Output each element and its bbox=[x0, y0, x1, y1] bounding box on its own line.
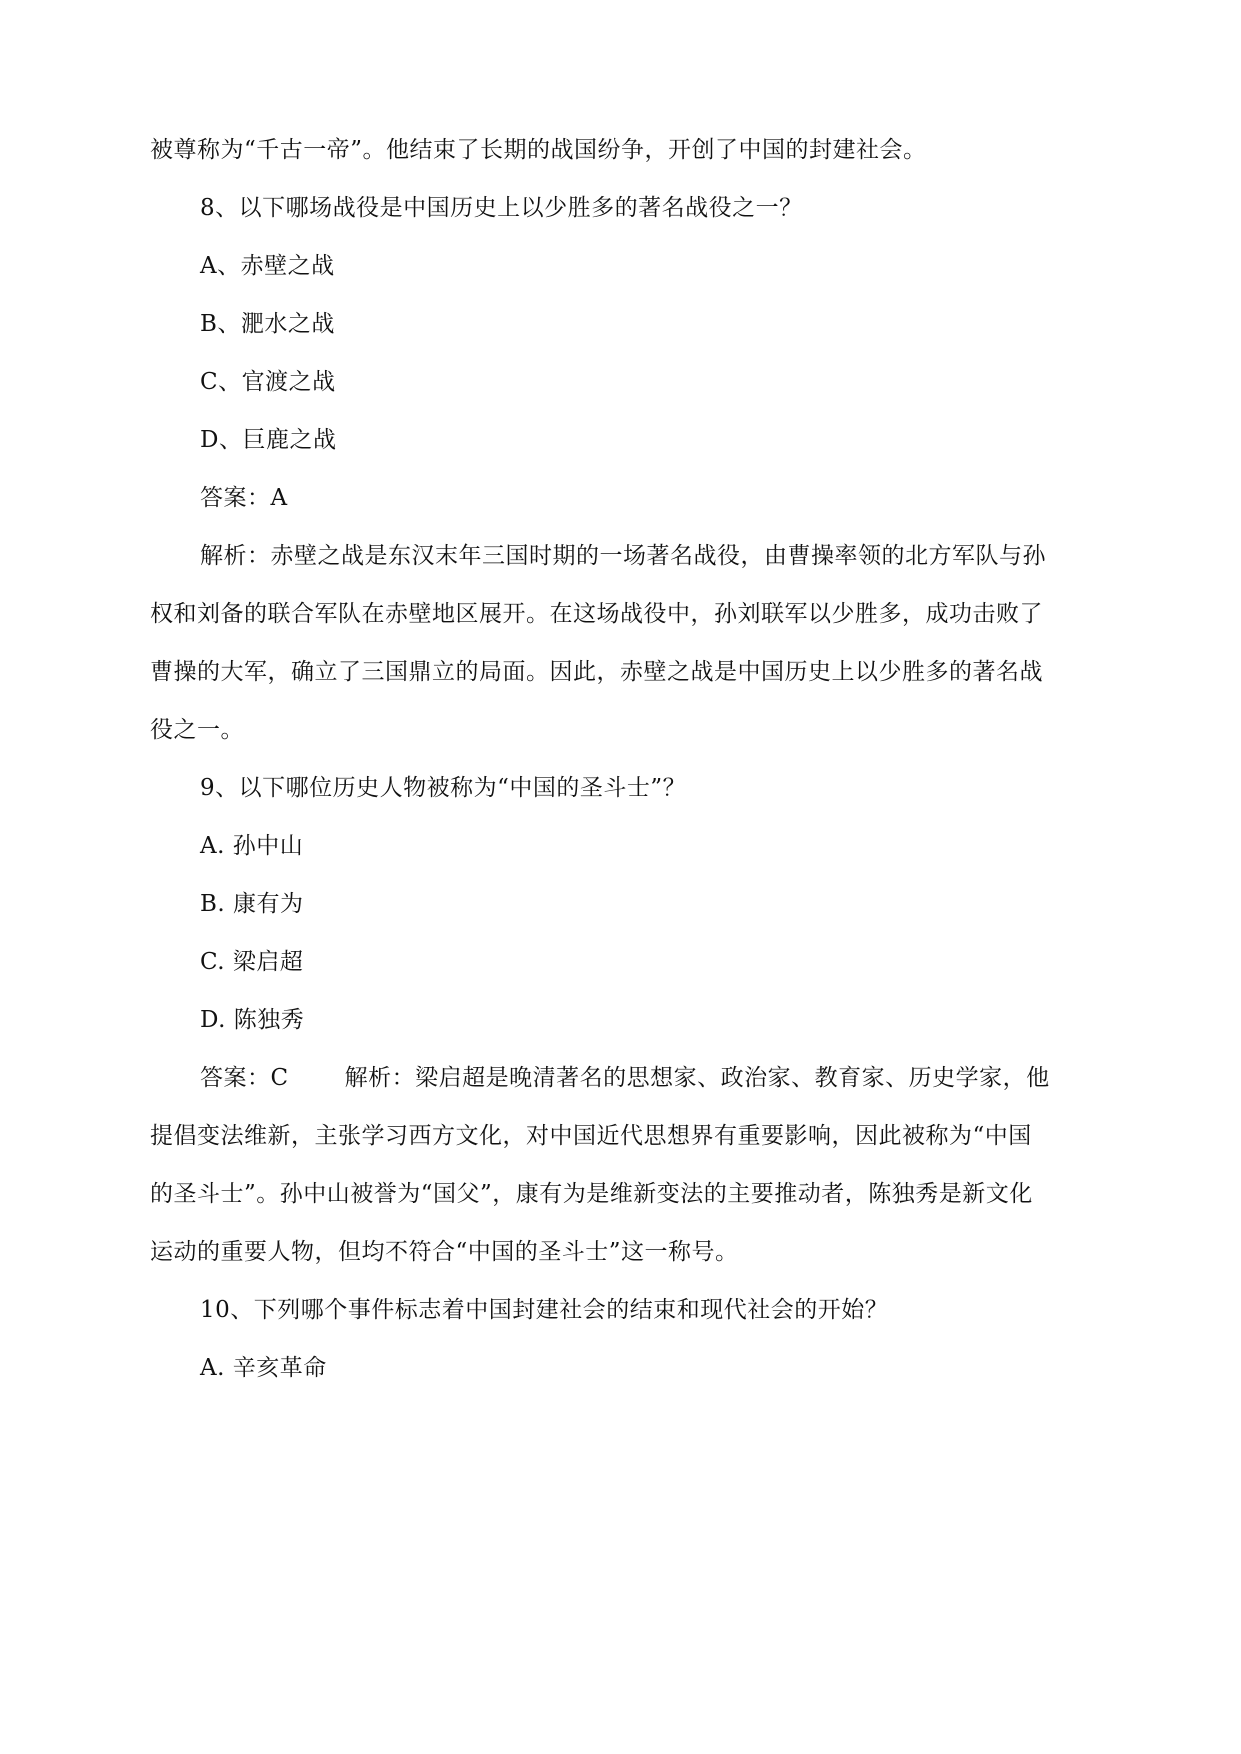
option-a: A、赤壁之战 bbox=[200, 253, 335, 279]
option-d: D. 陈独秀 bbox=[200, 1007, 305, 1033]
analysis-9-line: 的圣斗士”。孙中山被誉为“国父”，康有为是维新变法的主要推动者，陈独秀是新文化 bbox=[150, 1181, 1033, 1207]
option-c: C. 梁启超 bbox=[200, 949, 304, 975]
option-d: D、巨鹿之战 bbox=[200, 427, 337, 453]
analysis-8-line: 曹操的大军，确立了三国鼎立的局面。因此，赤壁之战是中国历史上以少胜多的著名战 bbox=[150, 659, 1043, 685]
option-b: B. 康有为 bbox=[200, 891, 304, 917]
analysis-8-line: 解析：赤壁之战是东汉末年三国时期的一场著名战役，由曹操率领的北方军队与孙 bbox=[200, 543, 1046, 569]
option-a: A. 孙中山 bbox=[200, 833, 304, 859]
question-8: 8、以下哪场战役是中国历史上以少胜多的著名战役之一？ bbox=[200, 195, 803, 221]
answer-analysis-9 bbox=[200, 1063, 1090, 1093]
option-c: C、官渡之战 bbox=[200, 369, 336, 395]
analysis-8-line: 役之一。 bbox=[150, 717, 244, 743]
analysis-9-line: 提倡变法维新，主张学习西方文化，对中国近代思想界有重要影响，因此被称为“中国 bbox=[150, 1123, 1032, 1149]
analysis-9-first: 解析：梁启超是晚清著名的思想家、政治家、教育家、历史学家，他 bbox=[344, 1065, 1050, 1091]
analysis-9-line: 运动的重要人物，但均不符合“中国的圣斗士”这一称号。 bbox=[150, 1239, 739, 1265]
paragraph-line: 被尊称为“千古一帝”。他结束了长期的战国纷争，开创了中国的封建社会。 bbox=[150, 137, 927, 163]
answer-8: 答案：A bbox=[200, 485, 288, 511]
option-b: B、淝水之战 bbox=[200, 311, 335, 337]
question-9: 9、以下哪位历史人物被称为“中国的圣斗士”？ bbox=[200, 775, 687, 801]
answer-9: 答案：C bbox=[200, 1065, 289, 1091]
option-a: A. 辛亥革命 bbox=[200, 1355, 327, 1381]
analysis-8-line: 权和刘备的联合军队在赤壁地区展开。在这场战役中，孙刘联军以少胜多，成功击败了 bbox=[150, 601, 1043, 627]
question-10: 10、下列哪个事件标志着中国封建社会的结束和现代社会的开始？ bbox=[200, 1297, 889, 1323]
